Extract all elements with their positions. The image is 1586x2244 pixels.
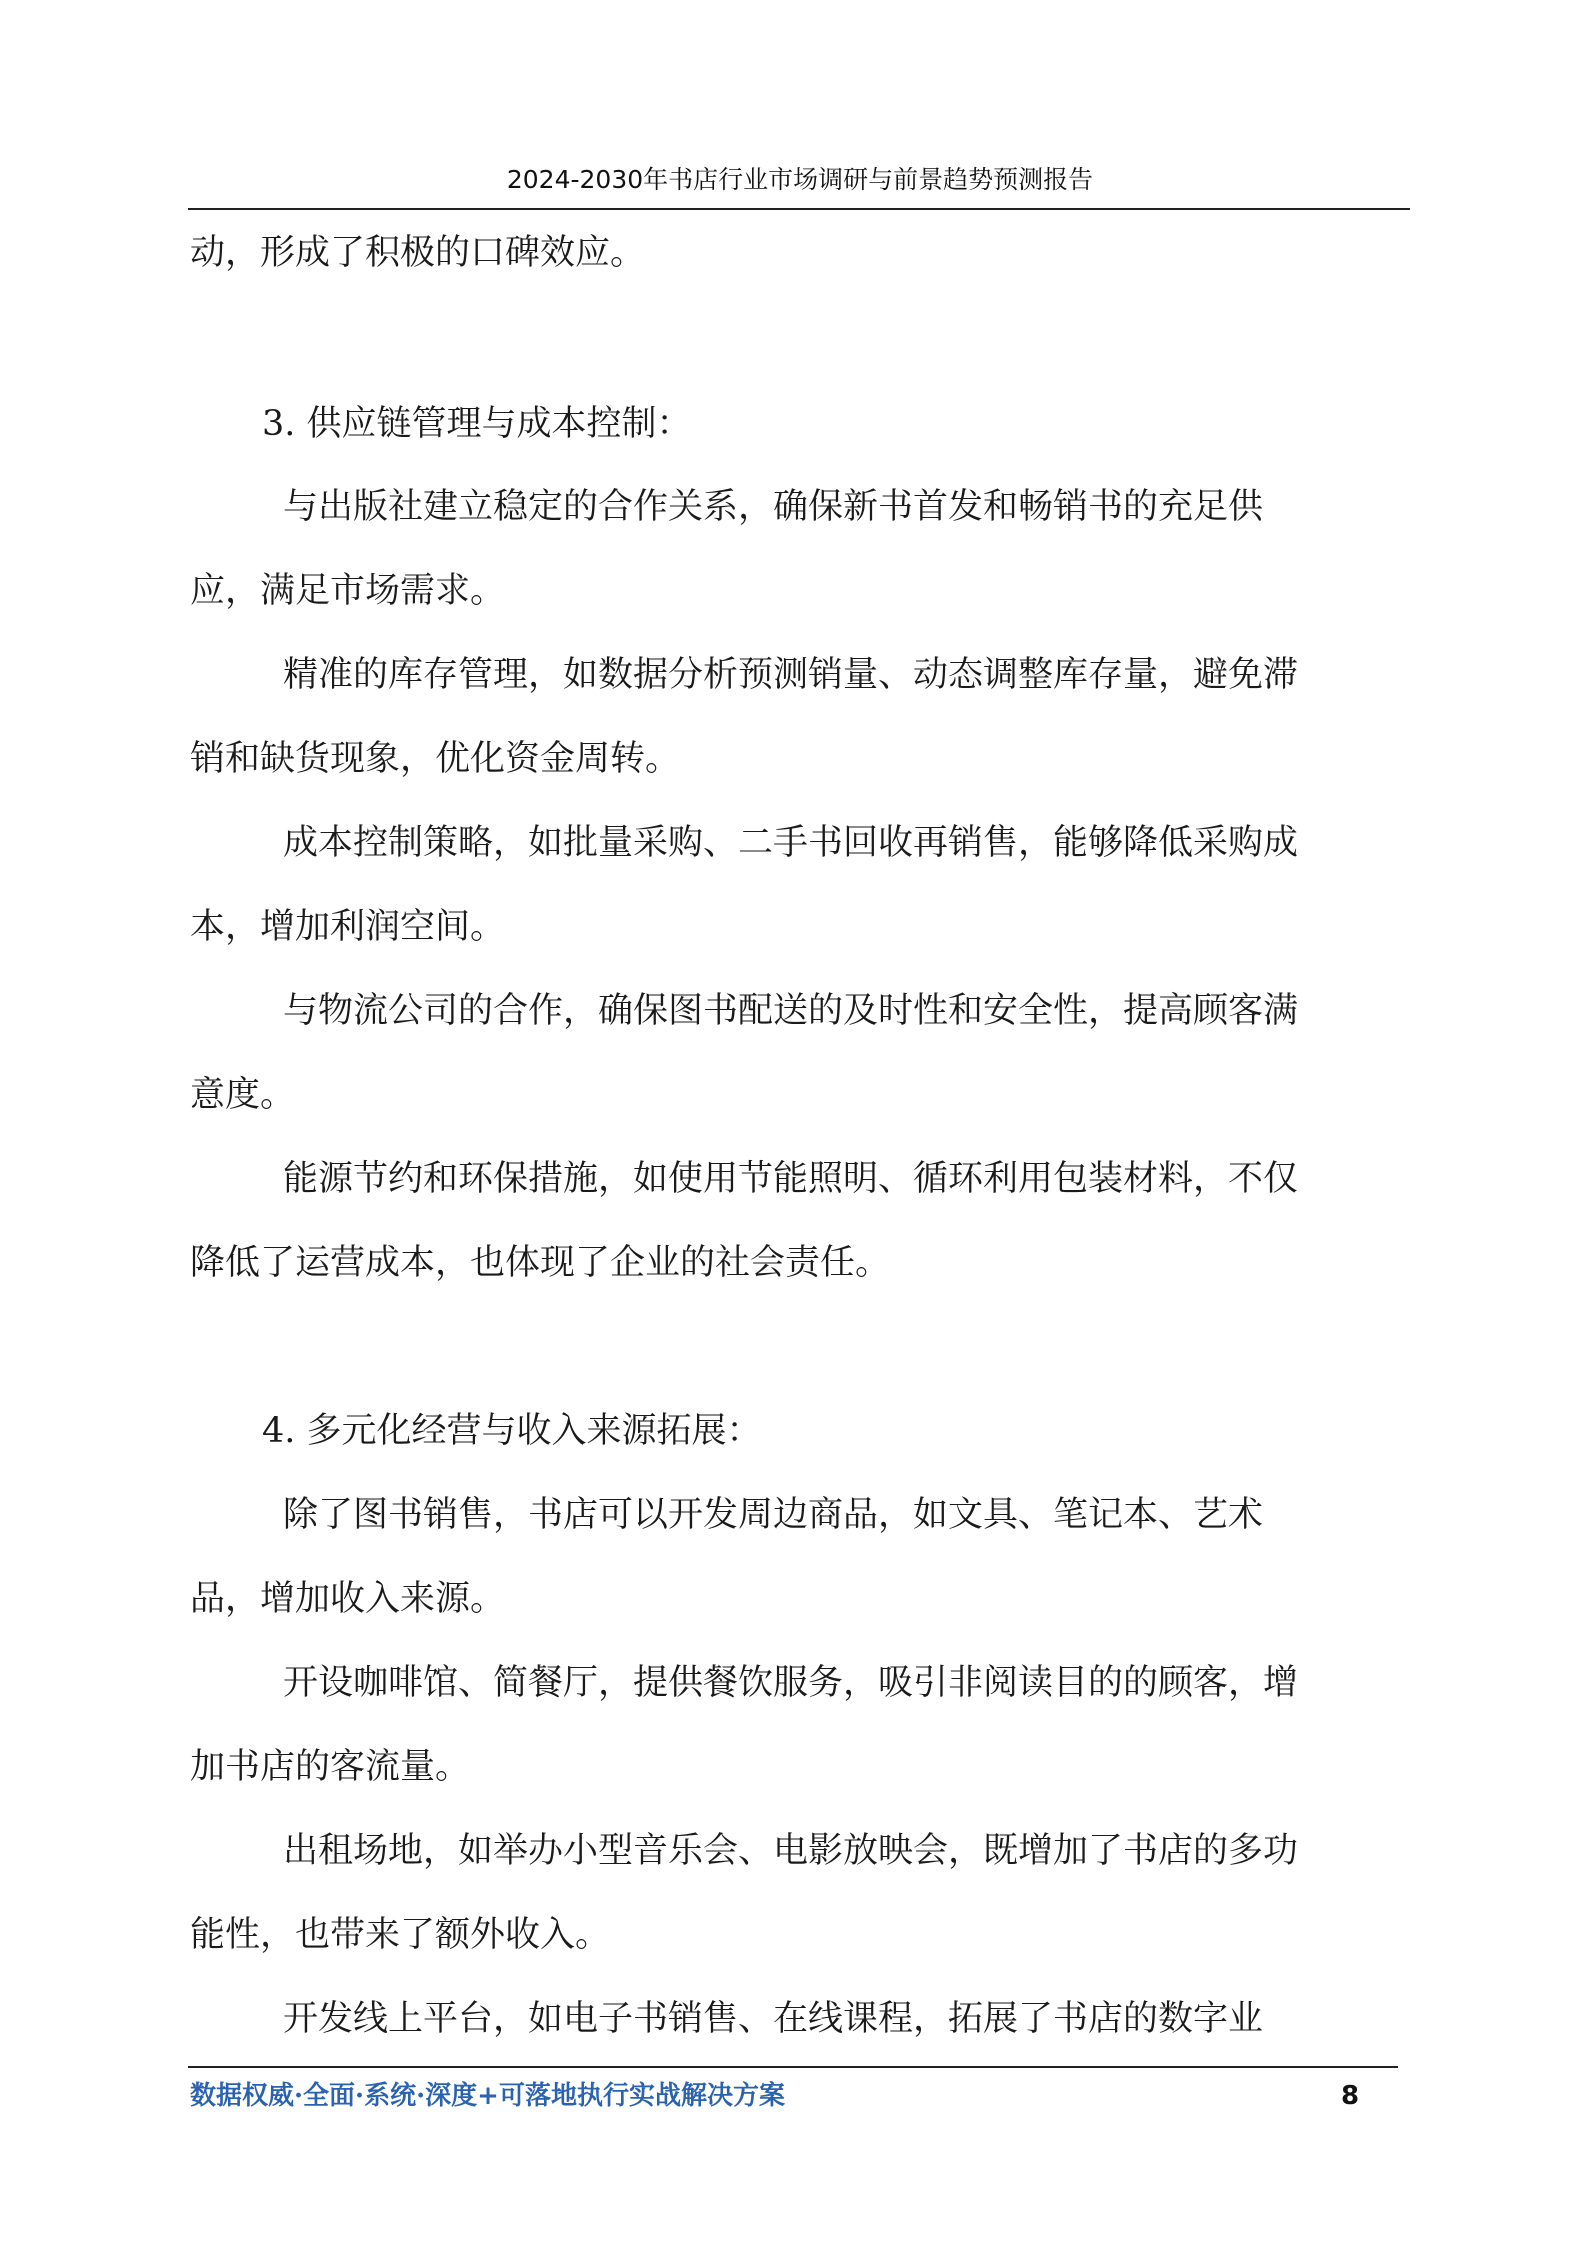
paragraph-line: 出租场地，如举办小型音乐会、电影放映会，既增加了书店的多功	[283, 1831, 1299, 1871]
footer-divider	[188, 2066, 1398, 2068]
paragraph-line: 销和缺货现象，优化资金周转。	[190, 739, 681, 779]
section-heading-diversification: 4. 多元化经营与收入来源拓展：	[262, 1411, 762, 1451]
page-header-title: 2024-2030年书店行业市场调研与前景趋势预测报告	[506, 165, 1094, 194]
paragraph-line: 开发线上平台，如电子书销售、在线课程，拓展了书店的数字业	[283, 1999, 1264, 2039]
paragraph-line: 除了图书销售，书店可以开发周边商品，如文具、笔记本、艺术	[283, 1495, 1264, 1535]
paragraph-line: 能性，也带来了额外收入。	[190, 1915, 611, 1955]
paragraph-line: 本，增加利润空间。	[190, 907, 506, 947]
footer-slogan: 数据权威·全面·系统·深度+可落地执行实战解决方案	[190, 2081, 785, 2111]
paragraph-line: 精准的库存管理，如数据分析预测销量、动态调整库存量，避免滞	[283, 655, 1299, 695]
page-number: 8	[1340, 2081, 1360, 2111]
paragraph-line: 应，满足市场需求。	[190, 571, 506, 611]
paragraph-line: 品，增加收入来源。	[190, 1579, 506, 1619]
paragraph-line: 成本控制策略，如批量采购、二手书回收再销售，能够降低采购成	[283, 823, 1299, 863]
paragraph-line: 与出版社建立稳定的合作关系，确保新书首发和畅销书的充足供	[283, 487, 1264, 527]
paragraph-line: 加书店的客流量。	[190, 1747, 471, 1787]
paragraph-line: 开设咖啡馆、简餐厅，提供餐饮服务，吸引非阅读目的的顾客，增	[283, 1663, 1299, 1703]
paragraph-line: 能源节约和环保措施，如使用节能照明、循环利用包装材料，不仅	[283, 1159, 1299, 1199]
paragraph-line: 降低了运营成本，也体现了企业的社会责任。	[190, 1243, 891, 1283]
section-heading-supply-chain: 3. 供应链管理与成本控制：	[262, 404, 692, 444]
paragraph-line: 与物流公司的合作，确保图书配送的及时性和安全性，提高顾客满	[283, 991, 1299, 1031]
paragraph-line: 动，形成了积极的口碑效应。	[190, 233, 646, 273]
header-divider	[188, 208, 1410, 210]
paragraph-line: 意度。	[190, 1075, 296, 1115]
